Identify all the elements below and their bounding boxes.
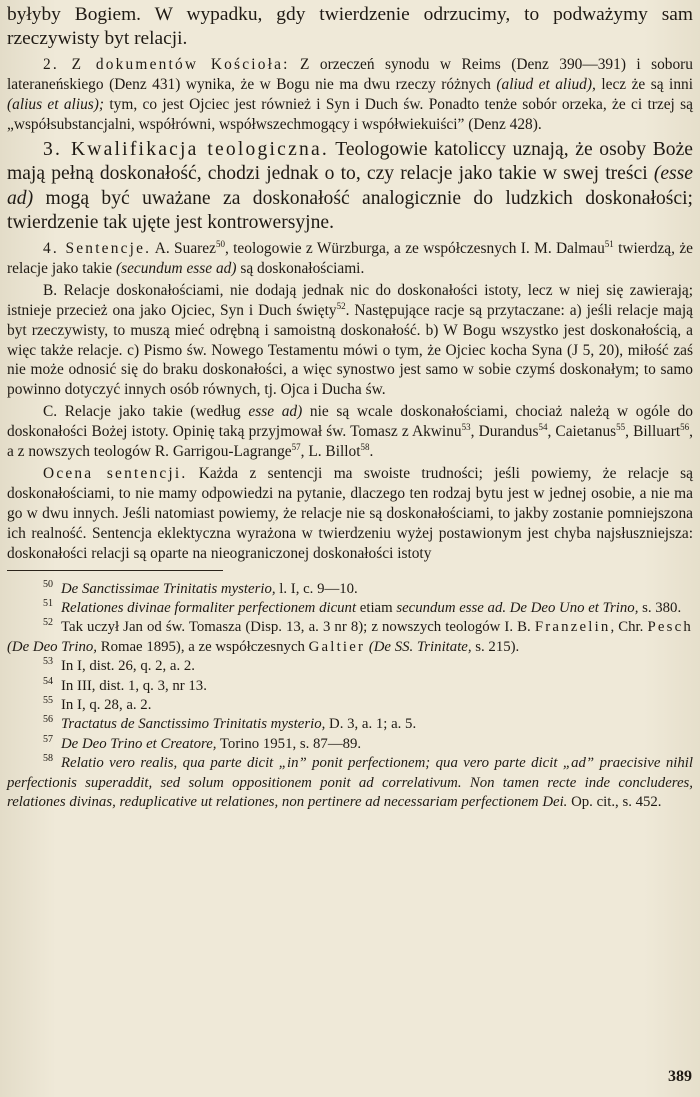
text: s. 215).	[471, 638, 520, 655]
footnote-number: 58	[43, 753, 53, 765]
text: tym, co jest Ojciec jest również i Syn i Duch św. Ponadto tenże sobór orzeka, że ci trzej są „współsubstancjalni, współrówni, współwszechmogący i współwiekuiści” (Denz 428).	[7, 95, 693, 133]
text: C. Relacje jako takie (według	[43, 403, 249, 421]
text: A. Suarez	[151, 240, 216, 257]
text: , L. Billot	[300, 443, 361, 461]
italic-text: (esse ad)	[7, 163, 693, 209]
italic-text: (aliud et aliud),	[496, 75, 596, 93]
text: są doskonałościami.	[236, 259, 365, 277]
footnote-number: 56	[43, 714, 53, 726]
text: In I, dist. 26, q. 2, a. 2.	[61, 658, 195, 675]
text: . Następujące racje są przytaczane: a) jeśli relacje mają byt rzeczywisty, to muszą mieć odrębną i samoistną doskonałość. b) W Bogu wszystko jest doskonałością, a więc także relacje. c) Pismo św. Nowego Testamentu mówi o tym, że Ojciec kocha Syna (J 5, 20), miłość zaś nie może odnosić się do braku doskonałości, a więc synostwo jest samo w sobie czymś doskonałym; to samo powinno dotyczyć innych osób równych, tj. Ojca i Ducha św.	[7, 301, 693, 399]
text: l. I, c. 9—10.	[275, 580, 358, 597]
italic-text: Relatio vero realis, qua parte dicit „in” ponit perfectionem; qua vero parte dicit „ad” praecisive nihil perfectionis superaddit, sed solum oppositionem ponit ad correlativum. Non tamen recte inde concluderes, relationes divinas, reduplicative ut relationes, non pertinere ad necessariam perfectionem Dei.	[7, 755, 693, 810]
footnote-number: 57	[43, 733, 53, 745]
text: nie są wcale doskonałościami, chociaż należą w ogóle do doskonałości Bożej istoty. Opinię taką przyjmował św. Tomasz z Akwinu	[7, 403, 693, 441]
text: Torino 1951, s. 87—89.	[216, 735, 362, 752]
footnote-ref[interactable]: 58	[360, 441, 370, 452]
text: , Caietanus	[547, 423, 617, 441]
paragraph-b	[7, 281, 693, 400]
footnote-number: 53	[43, 656, 53, 668]
text: B. Relacje doskonałościami, nie dodają jednak nic do doskonałości istoty, lecz w niej się zawierają; istnieje przecież ona jako Ojciec, Syn i Duch święty	[7, 281, 693, 319]
text: , Billuart	[625, 423, 681, 441]
paragraph-documents	[7, 55, 693, 135]
text-column	[7, 3, 693, 812]
author-name: Pesch	[647, 619, 693, 636]
footnote-number: 52	[43, 617, 53, 629]
paragraph-evaluation	[7, 464, 693, 564]
footnote-ref[interactable]: 57	[291, 441, 301, 452]
italic-text: (De SS. Trinitate,	[368, 638, 472, 655]
italic-text: De Sanctissimae Trinitatis mysterio,	[61, 580, 276, 597]
author-name: Franzelin	[534, 619, 611, 636]
page-number: 389	[668, 1068, 692, 1085]
footnote-55	[7, 696, 693, 715]
footnote-number: 51	[43, 597, 53, 609]
text: etiam	[356, 599, 397, 616]
footnote-52	[7, 618, 693, 657]
paragraph-sentences	[7, 239, 693, 279]
italic-text: De Deo Trino et Creatore,	[61, 735, 217, 752]
footnote-ref[interactable]: 51	[604, 238, 614, 249]
text: Teologowie katoliccy uznają, że osoby Boże mają pełną doskonałość, chodzi jednak o to, czy relacje jako takie w swej treści	[7, 138, 693, 185]
italic-text: (secundum esse ad)	[115, 259, 237, 277]
footnotes	[7, 580, 693, 813]
section-heading: 3. Kwalifikacja teologiczna.	[43, 138, 329, 160]
footnote-ref[interactable]: 52	[336, 300, 346, 311]
italic-text: secundum esse ad. De Deo Uno et Trino,	[396, 599, 639, 616]
section-heading: Ocena sentencji.	[43, 464, 188, 482]
text: Op. cit., s. 452.	[567, 793, 662, 810]
footnote-58	[7, 754, 693, 812]
footnote-56	[7, 715, 693, 734]
italic-text: Tractatus de Sanctissimo Trinitatis mysterio,	[61, 716, 326, 733]
footnote-number: 55	[43, 695, 53, 707]
italic-text: esse ad)	[248, 403, 303, 421]
footnote-53	[7, 657, 693, 676]
text: , a z nowszych teologów R. Garrigou-Lagrange	[7, 423, 694, 461]
footnote-ref[interactable]: 53	[461, 422, 471, 433]
text: , Chr.	[610, 619, 648, 636]
footnote-ref[interactable]: 55	[616, 422, 626, 433]
text: D. 3, a. 1; a. 5.	[325, 716, 417, 733]
footnote-number: 54	[43, 675, 53, 687]
paragraph-continuation: byłyby Bogiem. W wypadku, gdy twierdzenie odrzucimy, to podważymy sam rzeczywisty byt relacji.	[7, 4, 693, 49]
text: s. 380.	[638, 599, 682, 616]
paragraph-c	[7, 402, 693, 462]
italic-text: (De Deo Trino,	[7, 638, 98, 655]
text: mogą być uważane za doskonałość analogicznie do ludzkich doskonałości; twierdzenie tak ujęte jest kontrowersyjne.	[7, 187, 693, 234]
text: Każda z sentencji ma swoiste trudności; jeśli powiemy, że relacje są doskonałościami, to nie mamy odpowiedzi na pytanie, dlaczego ten rodzaj bytu jest w jednej osobie, a nie ma go w dwu innych. Jeśli natomiast powiemy, że relacje nie są doskonałościami, to jakby zostanie pomniejszona ich realność. Sentencja eklektyczna wyrażona w twierdzeniu wyżej postawionym jest chyba najsłuszniejsza: doskonałości relacji są oparte na nieograniczonej doskonałości istoty	[7, 464, 693, 562]
footnote-51	[7, 599, 693, 618]
text: , Durandus	[470, 423, 539, 441]
italic-text: (alius et alius);	[7, 95, 105, 113]
footnote-57	[7, 735, 693, 754]
footnote-ref[interactable]: 56	[680, 422, 690, 433]
footnote-54	[7, 677, 693, 696]
text: Tak uczył Jan od św. Tomasza (Disp. 13, a. 3 nr 8); z nowszych teologów I. B.	[61, 619, 535, 636]
text: , teologowie z Würzburga, a ze współczesnych I. M. Dalmau	[224, 240, 605, 257]
text: lecz że są inni	[595, 75, 693, 93]
section-heading: 4. Sentencje.	[43, 240, 152, 257]
text: In III, dist. 1, q. 3, nr 13.	[61, 677, 207, 694]
paragraph-qualification	[7, 138, 693, 236]
author-name: Galtier	[308, 638, 366, 655]
text: In I, q. 28, a. 2.	[61, 696, 152, 713]
italic-text: Relationes divinae formaliter perfectionem dicunt	[61, 599, 357, 616]
text: .	[369, 443, 374, 461]
text: Romae 1895), a ze współczesnych	[97, 638, 309, 655]
footnote-ref[interactable]: 54	[538, 422, 548, 433]
footnote-ref[interactable]: 50	[215, 238, 225, 249]
footnote-divider	[7, 570, 223, 571]
footnote-number: 50	[43, 578, 53, 590]
text: twierdzą, że relacje jako takie	[7, 240, 694, 277]
section-heading: 2. Z dokumentów Kościoła:	[43, 56, 290, 73]
footnote-50	[7, 580, 693, 599]
text: Z orzeczeń synodu w Reims (Denz 390—391) i soboru lateraneńskiego (Denz 431) wynika, że w Bogu nie ma dwu rzeczy różnych	[7, 56, 693, 93]
